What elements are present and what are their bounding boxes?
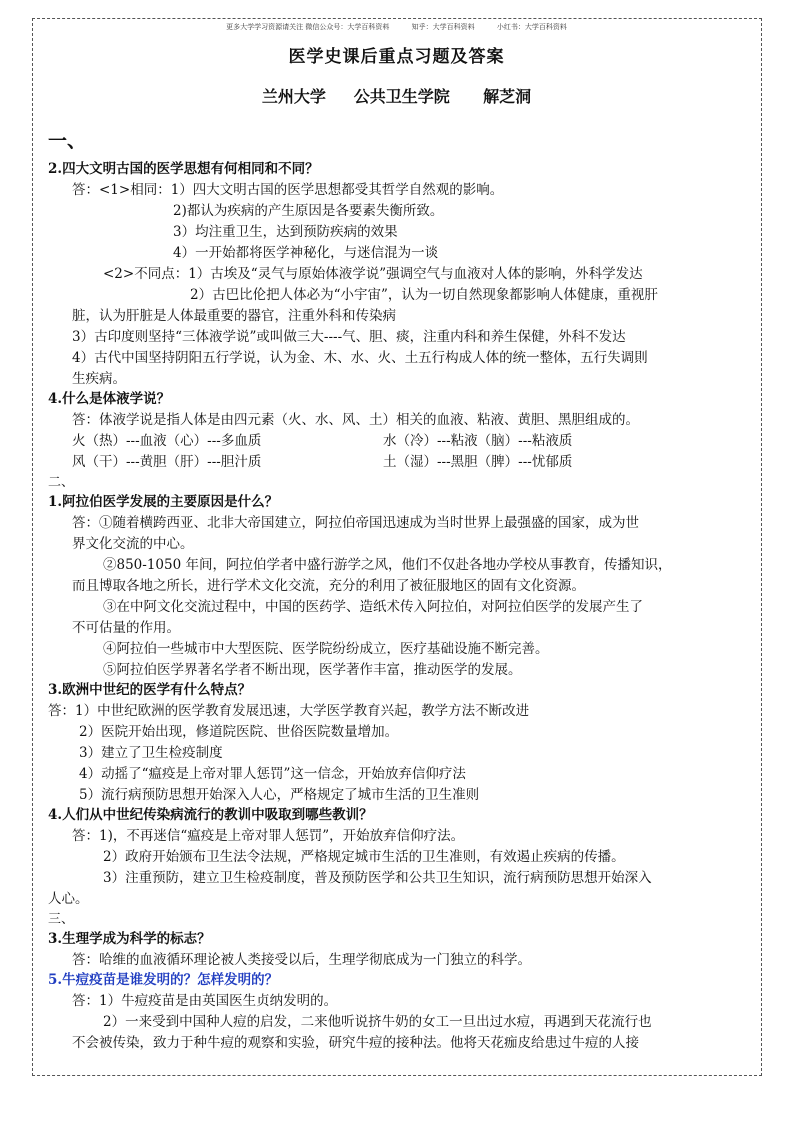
answer-line: 3）建立了卫生检疫制度 xyxy=(79,745,223,761)
humor-line: 水（冷）---粘液（脑）---粘液质 xyxy=(383,433,573,449)
answer-line: 4）古代中国坚持阴阳五行学说，认为金、木、水、火、土五行构成人体的统一整体，五行失调則 xyxy=(72,350,648,366)
answer-line: <2>不同点：1）古埃及“灵气与原始体液学说”强调空气与血液对人体的影响，外科学发达 xyxy=(103,266,643,282)
answer-line: 答：体液学说是指人体是由四元素（火、水、风、土）相关的血液、粘液、黄胆、黑胆组成的。 xyxy=(72,412,639,428)
answer-line: ④阿拉伯一些城市中大型医院、医学院纷纷成立，医疗基础设施不断完善。 xyxy=(103,641,549,657)
answer-line: 而且博取各地之所长，进行学术文化交流，充分的利用了被征服地区的固有文化资源。 xyxy=(72,578,585,594)
humor-line: 火（热）---血液（心）---多血质 xyxy=(72,433,262,449)
answer-line: 2）一来受到中国种人痘的启发，二来他听说挤牛奶的女工一旦出过水痘，再遇到天花流行也 xyxy=(103,1014,652,1030)
answer-line: 3）注重预防，建立卫生检疫制度，普及预防医学和公共卫生知识，流行病预防思想开始深入 xyxy=(103,870,652,886)
answer-line: 2）政府开始颁布卫生法令法规，严格规定城市生活的卫生准则，有效遏止疾病的传播。 xyxy=(103,849,625,865)
answer-line: 不可估量的作用。 xyxy=(72,620,180,636)
humor-line: 风（干）---黄胆（肝）---胆汁质 xyxy=(72,454,262,470)
answer-line: 不会被传染，致力于种牛痘的观察和实验，研究牛痘的接种法。他将天花痂皮给患过牛痘的人接 xyxy=(72,1035,639,1051)
question-heading: 2.四大文明古国的医学思想有何相同和不同？ xyxy=(48,161,319,177)
section-heading-3: 三、 xyxy=(48,912,75,927)
question-heading: 4.人们从中世纪传染病流行的教训中吸取到哪些教训？ xyxy=(48,807,373,823)
section-heading-1: 一、 xyxy=(48,130,87,152)
question-heading: 1.阿拉伯医学发展的主要原因是什么？ xyxy=(48,494,279,510)
answer-line: 5）流行病预防思想开始深入人心，严格规定了城市生活的卫生准则 xyxy=(79,787,480,803)
question-heading: 3.欧洲中世纪的医学有什么特点？ xyxy=(48,682,252,698)
header-note-xiaohongshu: 小红书：大学百科资料 xyxy=(496,23,567,31)
answer-line: 2）医院开始出现，修道院医院、世俗医院数量增加。 xyxy=(79,724,399,740)
header-note xyxy=(0,22,793,32)
answer-line: ②850-1050 年间，阿拉伯学者中盛行游学之风，他们不仅赴各地办学校从事教育，传播知识， xyxy=(103,557,672,573)
answer-line: 答：<1>相同：1）四大文明古国的医学思想都受其哲学自然观的影响。 xyxy=(72,182,504,198)
answer-line: 4）动摇了“瘟疫是上帝对罪人惩罚”这一信念，开始放弃信仰疗法 xyxy=(79,766,466,782)
question-heading-highlighted: 5.牛痘疫苗是谁发明的？怎样发明的？ xyxy=(48,972,279,988)
answer-line: 脏，认为肝脏是人体最重要的器官，注重外科和传染病 xyxy=(72,308,396,324)
answer-line: 4）一开始都将医学神秘化，与迷信混为一谈 xyxy=(173,245,439,261)
answer-line: 答：1）中世纪欧洲的医学教育发展迅速，大学医学教育兴起，教学方法不断改进 xyxy=(48,703,530,719)
header-note-zhihu: 知乎：大学百科资料 xyxy=(411,23,475,31)
answer-line: 答：1）牛痘疫苗是由英国医生贞纳发明的。 xyxy=(72,993,338,1009)
humor-line: 土（湿）---黑胆（脾）---忧郁质 xyxy=(383,454,573,470)
page-subtitle: 兰州大学 公共卫生学院 解芝洞 xyxy=(261,87,532,106)
answer-line: 答：①随着横跨西亚、北非大帝国建立，阿拉伯帝国迅速成为当时世界上最强盛的国家，成为世 xyxy=(72,515,639,531)
answer-line: ⑤阿拉伯医学界著名学者不断出现，医学著作丰富，推动医学的发展。 xyxy=(103,662,522,678)
answer-line: 2)都认为疾病的产生原因是各要素失衡所致。 xyxy=(173,203,444,219)
question-heading: 4.什么是体液学说？ xyxy=(48,391,171,407)
answer-line: ③在中阿文化交流过程中，中国的医药学、造纸术传入阿拉伯，对阿拉伯医学的发展产生了 xyxy=(103,599,643,615)
answer-line: 界文化交流的中心。 xyxy=(72,536,194,552)
answer-line: 人心。 xyxy=(48,891,89,907)
question-heading: 3.生理学成为科学的标志？ xyxy=(48,931,211,947)
answer-line: 生疾病。 xyxy=(72,371,126,387)
answer-line: 答：1)，不再迷信“瘟疫是上帝对罪人惩罚”，开始放弃信仰疗法。 xyxy=(72,828,465,844)
section-heading-2: 二、 xyxy=(48,475,75,490)
answer-line: 3）古印度则坚持“三体液学说”或叫做三大----气、胆、痰，注重内科和养生保健，外科不发达 xyxy=(72,329,626,345)
page-title: 医学史课后重点习题及答案 xyxy=(288,47,505,67)
answer-line: 2）古巴比伦把人体必为“小宇宙”，认为一切自然现象都影响人体健康，重视肝 xyxy=(190,287,658,303)
answer-line: 答：哈维的血液循环理论被人类接受以后，生理学彻底成为一门独立的科学。 xyxy=(72,952,531,968)
answer-line: 3）均注重卫生，达到预防疾病的效果 xyxy=(173,224,398,240)
header-note-wechat: 更多大学学习资源请关注 微信公众号：大学百科资料 xyxy=(226,23,390,31)
